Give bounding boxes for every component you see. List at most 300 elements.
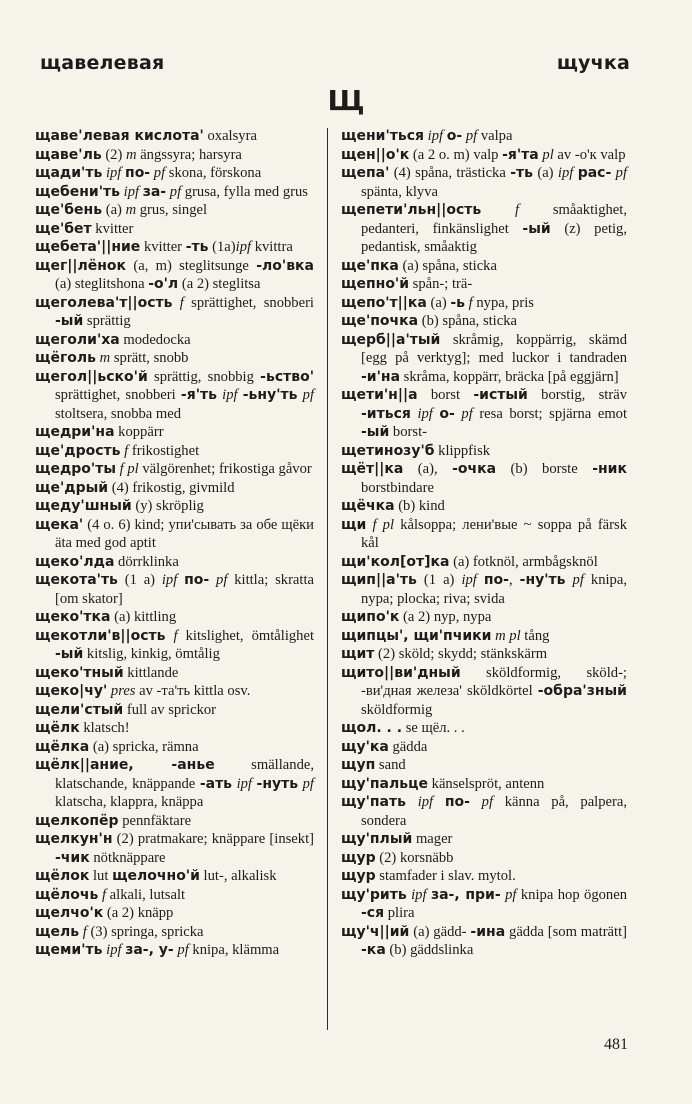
headword: щеко|чу': [35, 683, 108, 699]
grammar-label: ipf: [557, 165, 574, 181]
headword: щегол||ьско'й: [35, 368, 148, 385]
dictionary-entry: [341, 793, 627, 830]
grammar-label: ipf: [236, 775, 252, 792]
dictionary-entry: [341, 830, 627, 849]
definition-text: grus, singel: [136, 202, 208, 218]
headword: -иться: [361, 405, 411, 422]
headword: щипо'к: [341, 609, 400, 625]
grammar-label: pf: [505, 886, 517, 903]
headword: ще'дрость: [35, 442, 121, 459]
grammar-label: pf: [302, 775, 314, 792]
definition-text: kvitter: [91, 220, 134, 237]
headword: щу'плый: [341, 831, 413, 847]
definition-text: sprätt, snobb: [110, 350, 189, 366]
headword: щеголи'ха: [35, 331, 120, 348]
dictionary-entry: [341, 331, 627, 387]
grammar-label: f: [124, 442, 129, 459]
left-column: [35, 127, 314, 960]
dictionary-entry: [35, 571, 314, 608]
dictionary-entry: [341, 608, 627, 627]
headword: щедро'ты: [35, 461, 116, 477]
definition-text: (a): [532, 165, 558, 181]
headword: щи: [341, 516, 367, 533]
grammar-label: f: [468, 294, 473, 311]
running-header: [40, 52, 630, 72]
dictionary-entry: [341, 460, 627, 497]
headword: ще'почка: [341, 313, 419, 329]
definition-text: (b) borste: [496, 461, 593, 477]
dictionary-entry: [35, 719, 314, 738]
headword: по-: [444, 794, 470, 810]
definition-text: (1a): [208, 239, 236, 255]
definition-text: välgörenhet; frikostiga gåvor: [138, 461, 312, 477]
definition-text: lut-, alkalisk: [199, 868, 277, 884]
definition-text: stoltsera, snobba med: [55, 405, 182, 422]
headword: -ый: [55, 646, 84, 662]
dictionary-entry: [35, 701, 314, 720]
definition-text: (a 2) steglitsa: [178, 276, 261, 292]
headword: -ина: [470, 923, 506, 940]
headword: щёчка: [341, 498, 395, 514]
grammar-label: m: [126, 146, 137, 163]
guide-word-left: щавелевая: [40, 52, 165, 74]
headword: щети'н||а: [341, 387, 418, 403]
dictionary-entry: [35, 738, 314, 757]
definition-text: frikostighet: [128, 442, 200, 459]
definition-text: kålsoppa; лени'вые ~ soppa på färsk kål: [361, 516, 627, 551]
dictionary-entry: [35, 331, 314, 350]
headword: щип||а'ть: [341, 572, 417, 588]
headword: щеко'тка: [35, 609, 111, 625]
dictionary-entry: [341, 442, 627, 461]
headword: -и'на: [361, 368, 401, 385]
headword: щёлок: [35, 868, 90, 884]
grammar-label: f pl: [372, 516, 395, 533]
headword: -я'та: [502, 146, 539, 163]
headword: щипцы', щи'пчики: [341, 627, 492, 644]
grammar-label: ipf: [427, 128, 444, 144]
grammar-label: ipf: [222, 387, 238, 403]
headword: ще'бень: [35, 202, 103, 218]
definition-text: sprättighet, snobberi: [55, 387, 181, 403]
definition-text: (a),: [403, 461, 453, 477]
dictionary-entry: [35, 923, 314, 942]
column-divider: [327, 128, 328, 1030]
grammar-label: ipf: [105, 165, 122, 181]
definition-text: (1 a): [416, 572, 462, 588]
headword: щур: [341, 868, 376, 884]
dictionary-entry: [35, 220, 314, 239]
definition-text: [172, 295, 179, 311]
definition-text: ,: [508, 572, 520, 588]
definition-text: sprättig: [83, 313, 131, 329]
definition-text: borstbindare: [361, 479, 434, 496]
headword: по-: [184, 572, 210, 588]
definition-text: (z) petig, pedantisk, småaktig: [361, 220, 628, 255]
headword: -я'ть: [180, 387, 217, 403]
grammar-label: pf: [153, 165, 166, 181]
headword: щепа': [341, 165, 390, 181]
dictionary-entry: [35, 904, 314, 923]
dictionary-entry: [341, 719, 627, 738]
headword: щелкопёр: [35, 812, 119, 829]
headword: -ло'вка: [256, 257, 314, 274]
headword: щени'ться: [341, 128, 424, 144]
definition-text: nötknäppare: [89, 849, 166, 866]
dictionary-entry: [341, 146, 627, 165]
definition-text: kvittra: [251, 239, 293, 255]
headword: щерб||а'тый: [341, 331, 441, 348]
definition-text: valpa: [477, 128, 513, 144]
definition-text: (1 a): [117, 572, 162, 588]
headword: -ть: [185, 239, 209, 255]
definition-text: full av sprickor: [123, 701, 217, 718]
grammar-label: m: [99, 350, 111, 366]
grammar-label: pf: [177, 942, 189, 958]
dictionary-entry: [341, 664, 627, 720]
right-column: [341, 127, 627, 960]
headword: щаве'ль: [35, 146, 102, 163]
headword: о-: [439, 405, 455, 422]
definition-text: kitslighet, ömtålighet: [177, 627, 314, 644]
definition-text: klatscha, klappra, knäppa: [55, 794, 204, 810]
dictionary-entry: [35, 756, 314, 812]
definition-text: (a) spåna, sticka: [398, 257, 497, 274]
headword: -ка: [361, 942, 386, 958]
definition-text: resa borst; spjärna emot: [472, 405, 628, 422]
headword: ще'бет: [35, 220, 92, 237]
dictionary-entry: [341, 275, 627, 294]
headword: щепно'й: [341, 276, 410, 292]
grammar-label: pf: [465, 128, 478, 144]
dictionary-entry: [35, 183, 314, 202]
dictionary-entry: [35, 423, 314, 442]
dictionary-entry: [341, 201, 627, 257]
definition-text: (y) skröplig: [131, 498, 204, 514]
definition-text: (2) sköld; skydd; stänkskärm: [374, 646, 548, 662]
dictionary-entry: [341, 386, 627, 442]
definition-text: (b) kind: [394, 498, 445, 514]
definition-text: klatsch!: [79, 720, 130, 736]
definition-text: sand: [375, 757, 406, 773]
headword: щаве'левая кислота': [35, 128, 204, 144]
headword: щу'пать: [341, 794, 406, 810]
definition-text: se щёл. . .: [402, 720, 465, 736]
dictionary-entry: [341, 756, 627, 775]
headword: щеми'ть: [35, 942, 103, 958]
headword: щеко'лда: [35, 553, 115, 570]
definition-text: kittlande: [123, 664, 179, 681]
definition-text: (a): [426, 294, 451, 311]
dictionary-entry: [35, 497, 314, 516]
dictionary-entry: [35, 830, 314, 867]
headword: щу'рить: [341, 886, 407, 903]
dictionary-entry: [341, 294, 627, 313]
definition-text: sköldformig: [361, 701, 433, 718]
definition-text: (2) pratmakare; knäppare [insekt]: [112, 831, 314, 847]
headword: щи'кол[от]ка: [341, 553, 450, 570]
definition-text: [470, 794, 482, 810]
dictionary-entry: [35, 349, 314, 368]
dictionary-entry: [341, 127, 627, 146]
headword: -ьство': [260, 368, 314, 385]
definition-text: stamfader i slav. mytol.: [375, 868, 516, 884]
headword: щёт||ка: [341, 461, 404, 477]
headword: по-: [125, 165, 151, 181]
headword: щёлка: [35, 738, 90, 755]
headword: щол. . .: [341, 720, 403, 736]
dictionary-entry: [35, 553, 314, 572]
definition-text: (a): [102, 202, 126, 218]
definition-text: lut: [89, 868, 113, 884]
headword: щекотли'в||ость: [35, 627, 166, 644]
headword: щёголь: [35, 350, 97, 366]
dictionary-entry: [35, 608, 314, 627]
dictionary-entry: [35, 442, 314, 461]
definition-text: (b) spåna, sticka: [418, 313, 517, 329]
headword: -ник: [592, 461, 627, 477]
grammar-label: pf: [302, 387, 314, 403]
headword: щелчо'к: [35, 905, 104, 921]
definition-text: (b) gäddslinka: [385, 942, 474, 958]
definition-text: gädda [som maträtt]: [505, 923, 627, 940]
grammar-label: f: [179, 294, 184, 311]
definition-text: dörrklinka: [114, 553, 179, 570]
dictionary-entry: [35, 479, 314, 498]
definition-text: (a) spricka, rämna: [89, 738, 199, 755]
grammar-label: pf: [216, 572, 228, 588]
definition-text: skråma, koppärr, bräcka [på eggjärn]: [400, 368, 619, 385]
definition-text: modedocka: [119, 331, 191, 348]
definition-text: (4 o. 6) kind; упи'сывать за обе щёки äta med god aptit: [55, 516, 314, 551]
dictionary-entry: [341, 645, 627, 664]
headword: щель: [35, 923, 80, 940]
definition-text: (4) frikostig, givmild: [108, 479, 235, 496]
dictionary-entry: [341, 312, 627, 331]
dictionary-entry: [35, 294, 314, 331]
headword: щу'пальце: [341, 775, 428, 792]
headword: -ать: [199, 775, 233, 792]
dictionary-entry: [35, 146, 314, 165]
definition-text: (3) springa, spricka: [86, 923, 204, 940]
dictionary-entry: [35, 941, 314, 960]
definition-text: småaktighet, pedanteri, finkänslighet: [361, 202, 627, 237]
definition-text: kittla; skratta [om skator]: [55, 572, 314, 607]
definition-text: [566, 572, 573, 588]
definition-text: grusa, fylla med grus: [181, 183, 308, 200]
dictionary-entry: [35, 127, 314, 146]
dictionary-entry: [35, 682, 314, 701]
definition-text: av -о'к valp: [553, 146, 626, 163]
grammar-label: m pl: [495, 627, 521, 644]
headword: щёлк||ание, -анье: [35, 757, 215, 773]
headword: о-: [446, 128, 463, 144]
headword: -обра'зный: [537, 683, 627, 699]
headword: щади'ть: [35, 165, 103, 181]
definition-text: känna på, palpera, sondera: [361, 794, 627, 829]
headword: рас-: [577, 165, 612, 181]
headword: щепо'т||ка: [341, 294, 427, 311]
definition-text: [433, 794, 445, 810]
definition-text: (a 2) knäpp: [103, 905, 174, 921]
dictionary-entry: [35, 812, 314, 831]
dictionary-entry: [341, 497, 627, 516]
headword: щур: [341, 849, 376, 866]
headword: щебени'ть: [35, 183, 120, 200]
definition-text: skona, förskona: [165, 165, 262, 181]
grammar-label: ipf: [106, 942, 122, 958]
dictionary-entry: [35, 886, 314, 905]
dictionary-entry: [341, 553, 627, 572]
definition-text: (a) gädd-: [409, 923, 471, 940]
dictionary-entry: [35, 460, 314, 479]
definition-text: [166, 628, 174, 644]
grammar-label: ipf: [235, 239, 252, 255]
definition-text: (4) spåna, trästicka: [389, 165, 511, 181]
headword: щу'ч||ий: [341, 923, 410, 940]
headword: -нуть: [256, 775, 299, 792]
dictionary-entry: [341, 164, 627, 201]
definition-text: [481, 202, 515, 218]
grammar-label: ipf: [123, 183, 140, 200]
dictionary-entry: [341, 257, 627, 276]
headword: -ну'ть: [519, 572, 566, 588]
definition-text: [406, 794, 418, 810]
grammar-label: pl: [542, 146, 554, 163]
definition-text: plira: [384, 905, 415, 921]
grammar-label: f pl: [119, 461, 139, 477]
definition-text: (2) korsnäbb: [375, 849, 454, 866]
grammar-label: f: [173, 627, 178, 644]
grammar-label: ipf: [417, 794, 434, 810]
headword: -ый: [55, 313, 84, 329]
headword: -ь: [450, 294, 466, 311]
definition-text: gädda: [388, 738, 428, 755]
dictionary-entry: [341, 627, 627, 646]
grammar-label: pf: [572, 572, 584, 588]
grammar-label: ipf: [161, 572, 178, 588]
headword: щег||лёнок: [35, 257, 127, 274]
definition-text: klippfisk: [434, 442, 491, 459]
headword: ще'пка: [341, 257, 399, 274]
definition-text: skråmig, koppärrig, skämd [egg på verktyg]; med luckor i tandraden: [361, 331, 627, 366]
definition-text: känselspröt, antenn: [428, 775, 545, 792]
definition-text: (a 2) nyp, nypa: [399, 609, 492, 625]
definition-text: tång: [520, 627, 550, 644]
dictionary-entry: [35, 867, 314, 886]
definition-text: koppärr: [114, 424, 164, 440]
dictionary-entry: [341, 867, 627, 886]
definition-text: sköldformig, sköld-; -ви'дная железа' sköldkörtel: [361, 664, 627, 699]
headword: щёлочь: [35, 886, 99, 903]
definition-text: (a, m) steglitsunge: [126, 257, 257, 274]
headword: щеголева'т||ость: [35, 294, 173, 311]
headword: -чик: [55, 849, 90, 866]
dictionary-entry: [341, 923, 627, 960]
headword: ще'дрый: [35, 479, 109, 496]
grammar-label: f: [82, 923, 87, 940]
headword: -ть: [510, 165, 533, 181]
grammar-label: ipf: [411, 886, 427, 903]
definition-text: smällande, klatschande, knäppande: [55, 757, 314, 792]
definition-text: sprättig, snobbig: [147, 368, 261, 385]
headword: щелкун'н: [35, 831, 113, 847]
headword: щека': [35, 516, 84, 533]
dictionary-entry: [341, 849, 627, 868]
grammar-label: pf: [461, 405, 473, 422]
headword: -ьну'ть: [242, 387, 298, 403]
dictionary-entry: [35, 516, 314, 553]
headword: щебета'||ние: [35, 239, 141, 255]
headword: -ый: [361, 424, 390, 440]
dictionary-entry: [341, 775, 627, 794]
definition-text: pennfäktare: [118, 812, 192, 829]
definition-text: sprättighet, snobberi: [183, 294, 314, 311]
definition-text: mager: [412, 831, 453, 847]
dictionary-entry: [341, 886, 627, 923]
dictionary-entry: [35, 368, 314, 424]
headword: за-, при-: [430, 886, 501, 903]
grammar-label: pf: [481, 794, 494, 810]
definition-text: borst-: [389, 424, 427, 440]
headword: щит: [341, 646, 375, 662]
definition-text: spån-; trä-: [409, 276, 473, 292]
guide-word-right: щучка: [556, 52, 630, 74]
definition-text: knipa hop ögonen: [516, 886, 628, 903]
grammar-label: pres: [110, 683, 136, 699]
grammar-label: f: [101, 886, 107, 903]
definition-text: borst: [417, 387, 474, 403]
definition-text: (a) kittling: [110, 609, 177, 625]
definition-text: knipa, nypa; plocka; riva; svida: [361, 572, 627, 607]
headword: за-, у-: [125, 942, 174, 958]
grammar-label: ipf: [461, 572, 477, 588]
headword: щёлк: [35, 720, 80, 736]
definition-text: (a 2 o. m) valp: [409, 146, 503, 163]
section-letter: Щ: [327, 84, 365, 117]
definition-text: borstig, sträv: [527, 387, 628, 403]
headword: щу'ка: [341, 738, 389, 755]
headword: щепети'льн||ость: [341, 202, 482, 218]
definition-text: av -та'ть kittla osv.: [135, 683, 251, 699]
definition-text: spänta, klyva: [361, 183, 439, 200]
headword: -истый: [473, 387, 528, 403]
definition-text: (a) steglitshona: [55, 276, 149, 292]
headword: -ый: [522, 220, 551, 237]
dictionary-entry: [35, 627, 314, 664]
headword: щен||о'к: [341, 146, 410, 163]
grammar-label: f: [515, 202, 520, 218]
definition-text: kvitter: [140, 239, 186, 255]
definition-text: [477, 572, 484, 588]
grammar-label: pf: [615, 165, 627, 181]
headword: щетинозу'б: [341, 442, 435, 459]
definition-text: knipa, klämma: [188, 942, 280, 958]
definition-text: kitslig, kinkig, ömtålig: [83, 646, 220, 662]
definition-text: nypa, pris: [472, 294, 534, 311]
definition-text: ängssyra; harsyra: [136, 146, 242, 163]
grammar-label: m: [125, 202, 137, 218]
dictionary-entry: [35, 664, 314, 683]
dictionary-entry: [35, 238, 314, 257]
dictionary-entry: [35, 201, 314, 220]
headword: щелочно'й: [112, 868, 200, 884]
dictionary-entry: [35, 164, 314, 183]
headword: щедри'на: [35, 424, 115, 440]
headword: щекота'ть: [35, 572, 118, 588]
headword: по-: [483, 572, 509, 588]
headword: щеко'тный: [35, 664, 124, 681]
